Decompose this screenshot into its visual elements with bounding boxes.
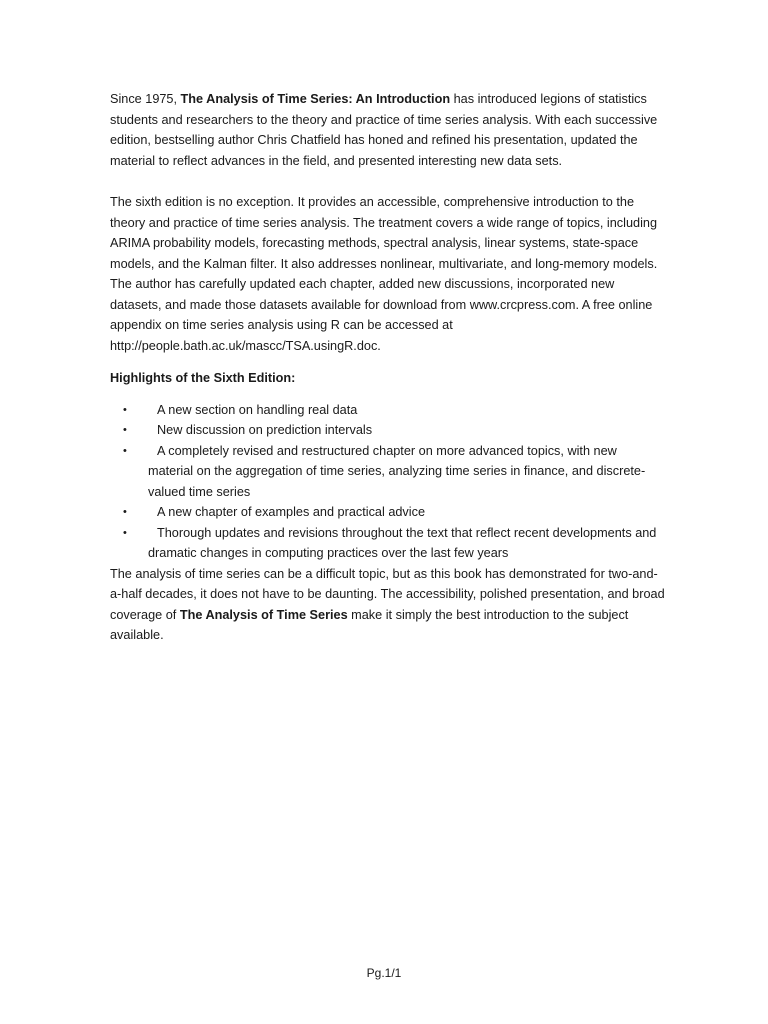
list-item-text: Thorough updates and revisions throughout the text that reflect recent developments and dramatic changes in computing practices over the last few years xyxy=(148,525,657,560)
closing-text-end: make it simply the best introduction to the subject available. xyxy=(110,607,629,642)
sixth-edition-paragraph: The sixth edition is no exception. It provides an accessible, comprehensive introduction to the theory and practice of time series analysis. The treatment covers a wide range of topics, including ARIMA probability models, forecasting methods, spectral analysis, linear systems, state-space models, and the Kalman filter. It also addresses nonlinear, multivariate, and long-memory models. The author has carefully updated each chapter, added new discussions, incorporated new datasets, and made those datasets available for download from www.crcpress.com. A free online appendix on time series analysis using R can be accessed at http://people.bath.ac.uk/mascc/TSA.usingR.doc. xyxy=(110,195,658,353)
list-item-text: A new section on handling real data xyxy=(157,402,358,417)
list-item-text: A completely revised and restructured chapter on more advanced topics, with new material on the aggregation of time series, analyzing time series in finance, and discrete-valued time series xyxy=(148,443,646,499)
bullet-icon: • xyxy=(123,526,127,539)
highlights-list xyxy=(110,400,665,564)
list-item xyxy=(110,502,665,523)
intro-paragraph xyxy=(110,89,665,171)
book-title-bold: The Analysis of Time Series: An Introduction xyxy=(180,92,451,106)
closing-paragraph xyxy=(110,564,665,646)
intro-text-end: has introduced legions of statistics students and researchers to the theory and practice of time series analysis. With each successive edition, bestselling author Chris Chatfield has honed and refined his presentation, updated the material to reflect advances in the field, and presented interesting new data sets. xyxy=(110,92,658,168)
list-item xyxy=(110,420,665,441)
book-title-short-bold: The Analysis of Time Series xyxy=(179,607,348,622)
list-item-text: New discussion on prediction intervals xyxy=(157,423,373,437)
bullet-icon: • xyxy=(123,506,127,518)
page-number: Pg.1/1 xyxy=(366,966,402,980)
document-page xyxy=(110,89,665,646)
bullet-icon: • xyxy=(123,403,127,416)
list-item xyxy=(110,400,665,421)
list-item-text: A new chapter of examples and practical advice xyxy=(157,505,425,519)
bullet-icon: • xyxy=(123,444,127,457)
intro-text-start: Since 1975, xyxy=(110,92,181,106)
highlights-heading: Highlights of the Sixth Edition: xyxy=(110,371,296,385)
closing-text-start: The analysis of time series can be a difficult topic, but as this book has demonstrated for two-and-a-half decades, it does not have to be daunting. The accessibility, polished presentation, and broad coverage of xyxy=(110,566,665,622)
list-item xyxy=(110,441,665,503)
bullet-icon: • xyxy=(123,424,127,436)
list-item xyxy=(110,523,665,564)
